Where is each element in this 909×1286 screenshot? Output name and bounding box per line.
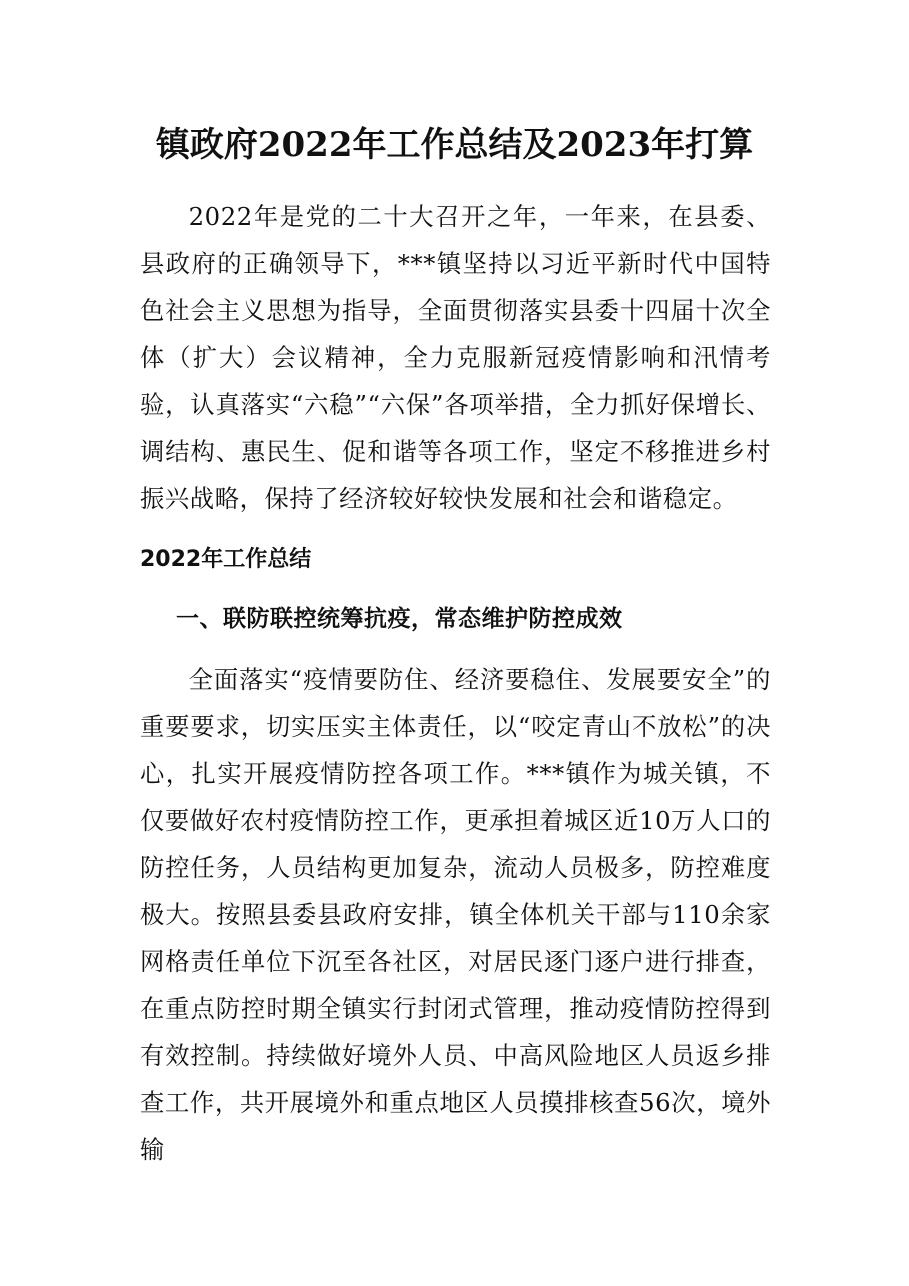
subsection-heading: 一、联防联控统筹抗疫，常态维护防控成效 <box>176 606 623 632</box>
body-paragraph: 全面落实“疫情要防住、经济要稳住、发展要安全”的重要要求，切实压实主体责任，以“咬定青山不放松”的决心，扎实开展疫情防控各项工作。***镇作为城关镇，不仅要做好农村疫情防控工作，更承担着城区近10万人口的防控任务，人员结构更加复杂，流动人员极多，防控难度极大。按照县委县政府安排，镇全体机关干部与110余家网格责任单位下沉至各社区，对居民逐门逐户进行排查，在重点防控时期全镇实行封闭式管理，推动疫情防控得到有效控制。持续做好境外人员、中高风险地区人员返乡排查工作，共开展境外和重点地区人员摸排核查56次，境外输 <box>140 665 771 1164</box>
section-heading: 2022年工作总结 <box>140 547 312 572</box>
intro-paragraph: 2022年是党的二十大召开之年，一年来，在县委、县政府的正确领导下，***镇坚持以习近平新时代中国特色社会主义思想为指导，全面贯彻落实县委十四届十次全体（扩大）会议精神，全力克服新冠疫情影响和汛情考验，认真落实“六稳”“六保”各项举措，全力抓好保增长、调结构、惠民生、促和谐等各项工作，坚定不移推进乡村振兴战略，保持了经济较好较快发展和社会和谐稳定。 <box>140 202 771 513</box>
document-title: 镇政府2022年工作总结及2023年打算 <box>155 125 754 165</box>
